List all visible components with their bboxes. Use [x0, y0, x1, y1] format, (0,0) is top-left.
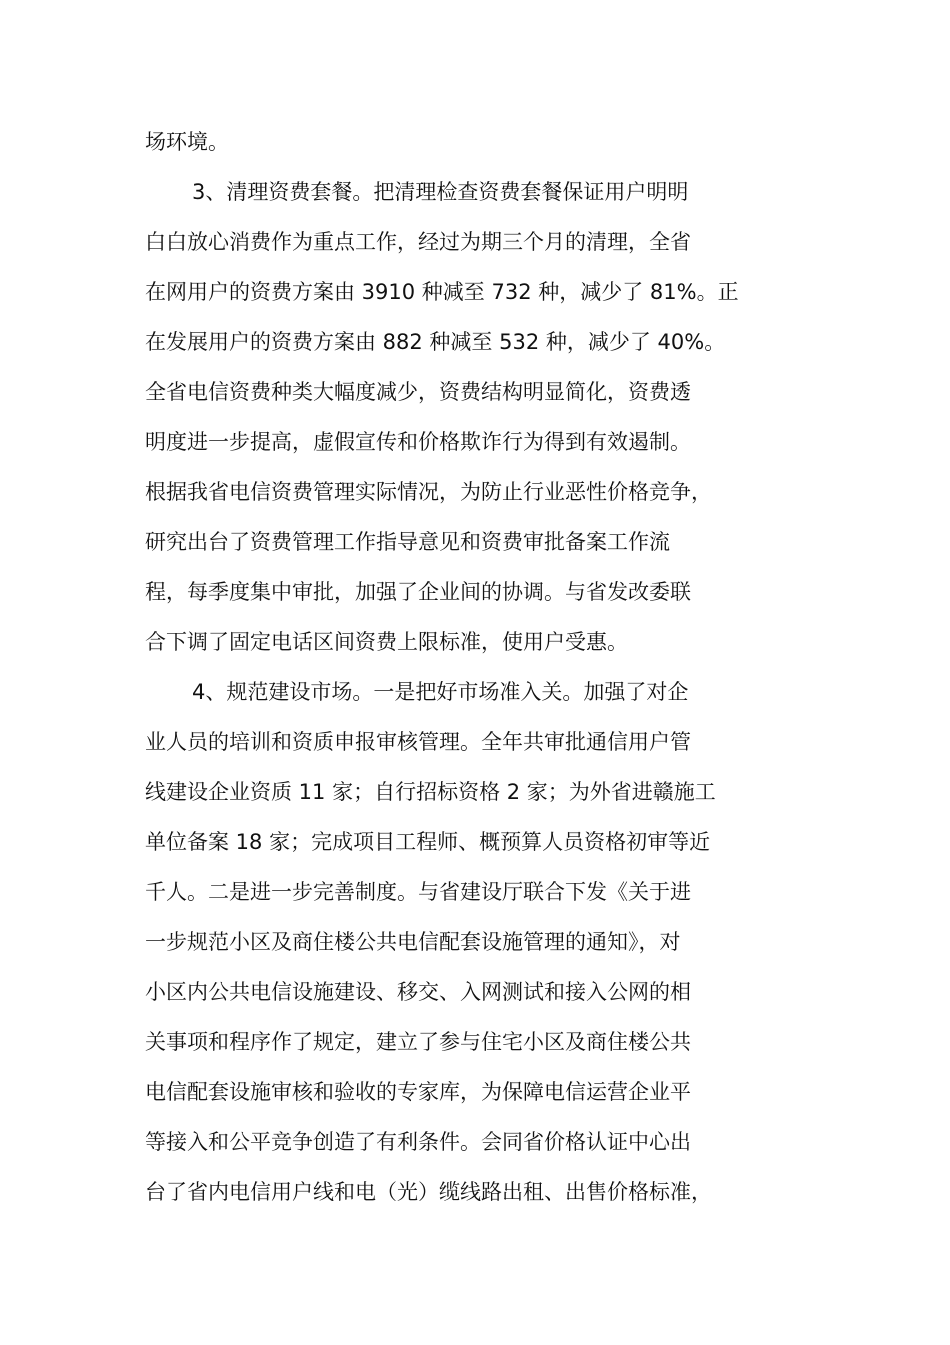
- text-line: 全省电信资费种类大幅度减少，资费结构明显简化，资费透: [145, 380, 691, 404]
- text-line: 千人。二是进一步完善制度。与省建设厅联合下发《关于进: [145, 880, 691, 904]
- text-line: 在网用户的资费方案由 3910 种减至 732 种，减少了 81%。正: [145, 280, 739, 304]
- text-line: 研究出台了资费管理工作指导意见和资费审批备案工作流: [145, 530, 670, 554]
- text-line: 电信配套设施审核和验收的专家库，为保障电信运营企业平: [145, 1080, 691, 1104]
- text-line: 根据我省电信资费管理实际情况，为防止行业恶性价格竞争，: [145, 480, 712, 504]
- text-line: 等接入和公平竞争创造了有利条件。会同省价格认证中心出: [145, 1130, 691, 1154]
- text-line: 合下调了固定电话区间资费上限标准，使用户受惠。: [145, 630, 628, 654]
- text-line: 明度进一步提高，虚假宣传和价格欺诈行为得到有效遏制。: [145, 430, 691, 454]
- text-line: 场环境。: [145, 130, 229, 154]
- text-line: 白白放心消费作为重点工作，经过为期三个月的清理，全省: [145, 230, 691, 254]
- text-line: 在发展用户的资费方案由 882 种减至 532 种，减少了 40%。: [145, 330, 726, 354]
- text-line: 台了省内电信用户线和电（光）缆线路出租、出售价格标准，: [145, 1180, 712, 1204]
- text-line: 小区内公共电信设施建设、移交、入网测试和接入公网的相: [145, 980, 691, 1004]
- text-line: 业人员的培训和资质申报审核管理。全年共审批通信用户管: [145, 730, 691, 754]
- text-line: 一步规范小区及商住楼公共电信配套设施管理的通知》，对: [145, 930, 681, 954]
- text-line: 关事项和程序作了规定，建立了参与住宅小区及商住楼公共: [145, 1030, 691, 1054]
- text-line: 3、清理资费套餐。把清理检查资费套餐保证用户明明: [192, 180, 689, 204]
- text-line: 线建设企业资质 11 家；自行招标资格 2 家；为外省进赣施工: [145, 780, 716, 804]
- text-line: 程，每季度集中审批，加强了企业间的协调。与省发改委联: [145, 580, 691, 604]
- text-line: 4、规范建设市场。一是把好市场准入关。加强了对企: [192, 680, 689, 704]
- text-line: 单位备案 18 家；完成项目工程师、概预算人员资格初审等近: [145, 830, 711, 854]
